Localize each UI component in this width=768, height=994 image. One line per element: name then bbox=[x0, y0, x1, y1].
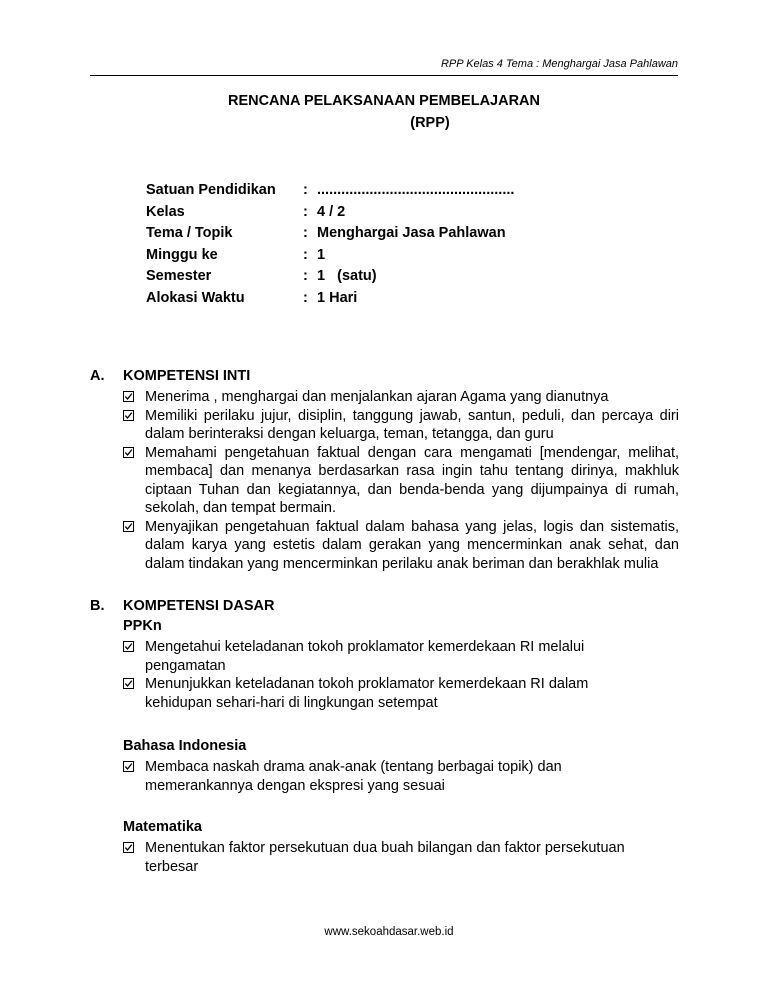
info-label: Kelas bbox=[146, 203, 185, 220]
list-item bbox=[123, 388, 679, 407]
list-item-text: Menunjukkan keteladanan tokoh proklamator kemerdekaan RI dalam kehidupan sehari-hari di lingkungan setempat bbox=[145, 676, 589, 711]
info-value: 1 bbox=[317, 246, 326, 263]
page-footer: www.sekoahdasar.web.id bbox=[324, 926, 454, 938]
list-item-text: Menerima , menghargai dan menjalankan ajaran Agama yang dianutnya bbox=[145, 389, 609, 405]
list-item-text: Memahami pengetahuan faktual dengan cara mengamati [mendengar, melihat, membaca] dan menanya berdasarkan rasa ingin tahu tentang dirinya, makhluk ciptaan Tuhan dan kegiatannya, dan benda-benda yang dijumpainya di rumah, sekolah, dan tempat bermain. bbox=[145, 444, 679, 516]
list-item bbox=[123, 518, 679, 574]
kd-ppkn-list bbox=[123, 638, 653, 712]
section-a-letter: A. bbox=[90, 368, 105, 384]
list-item bbox=[123, 407, 679, 444]
checkbox-checked-icon bbox=[123, 842, 134, 853]
list-item-text: Mengetahui keteladanan tokoh proklamator kemerdekaan RI melalui pengamatan bbox=[145, 639, 585, 674]
info-colon: : bbox=[303, 246, 308, 263]
info-row-tema-topik bbox=[146, 223, 514, 245]
document-subtitle: (RPP) bbox=[410, 115, 450, 131]
info-value: 1 Hari bbox=[317, 289, 358, 306]
list-item-text: Menentukan faktor persekutuan dua buah bilangan dan faktor persekutuan terbesar bbox=[145, 840, 625, 875]
list-item-text: Memiliki perilaku jujur, disiplin, tanggung jawab, santun, peduli, dan percaya diri dalam berinteraksi dengan keluarga, teman, tetangga, dan guru bbox=[145, 407, 679, 442]
info-label: Minggu ke bbox=[146, 246, 218, 263]
document-title: RENCANA PELAKSANAAN PEMBELAJARAN bbox=[227, 93, 541, 109]
info-row-satuan-pendidikan bbox=[146, 180, 514, 202]
list-item bbox=[123, 839, 653, 876]
info-value: ................................................. bbox=[317, 182, 515, 198]
info-value: 1 (satu) bbox=[317, 268, 377, 284]
checkbox-checked-icon bbox=[123, 410, 134, 421]
page-header: RPP Kelas 4 Tema : Menghargai Jasa Pahlawan bbox=[440, 58, 678, 70]
list-item bbox=[123, 758, 593, 795]
info-value: Menghargai Jasa Pahlawan bbox=[317, 225, 506, 241]
list-item bbox=[123, 675, 653, 712]
section-b-title: KOMPETENSI DASAR bbox=[123, 598, 275, 614]
subject-heading-ppkn: PPKn bbox=[123, 618, 162, 634]
list-item-text: Menyajikan pengetahuan faktual dalam bahasa yang jelas, logis dan sistematis, dalam karya yang estetis dalam gerakan yang mencerminkan anak sehat, dan dalam tindakan yang mencerminkan perilaku anak beriman dan berakhlak mulia bbox=[145, 518, 679, 572]
info-row-alokasi-waktu bbox=[146, 288, 514, 310]
checkbox-checked-icon bbox=[123, 521, 134, 532]
info-colon: : bbox=[303, 182, 308, 198]
header-divider bbox=[90, 75, 678, 76]
kd-matematika-list bbox=[123, 839, 653, 876]
info-label: Satuan Pendidikan bbox=[146, 182, 276, 198]
info-colon: : bbox=[303, 268, 308, 284]
checkbox-checked-icon bbox=[123, 641, 134, 652]
info-row-kelas bbox=[146, 202, 514, 224]
checkbox-checked-icon bbox=[123, 447, 134, 458]
list-item bbox=[123, 638, 653, 675]
info-label: Alokasi Waktu bbox=[146, 289, 245, 306]
section-a-title: KOMPETENSI INTI bbox=[123, 368, 251, 384]
info-label: Semester bbox=[146, 268, 212, 284]
checkbox-checked-icon bbox=[123, 761, 134, 772]
info-value: 4 / 2 bbox=[317, 203, 346, 220]
checkbox-checked-icon bbox=[123, 391, 134, 402]
identity-table bbox=[146, 180, 514, 309]
kompetensi-inti-list bbox=[123, 388, 679, 573]
list-item bbox=[123, 444, 679, 518]
list-item-text: Membaca naskah drama anak-anak (tentang berbagai topik) dan memerankannya dengan ekspresi yang sesuai bbox=[145, 759, 562, 794]
info-colon: : bbox=[303, 203, 308, 220]
info-colon: : bbox=[303, 289, 308, 306]
section-b-letter: B. bbox=[90, 598, 105, 614]
checkbox-checked-icon bbox=[123, 678, 134, 689]
info-row-semester bbox=[146, 266, 514, 288]
info-label: Tema / Topik bbox=[146, 225, 233, 241]
subject-heading-bahasa-indonesia: Bahasa Indonesia bbox=[123, 738, 247, 754]
subject-heading-matematika: Matematika bbox=[123, 819, 202, 835]
info-row-minggu-ke bbox=[146, 245, 514, 267]
kd-bahasa-indonesia-list bbox=[123, 758, 593, 795]
info-colon: : bbox=[303, 225, 308, 241]
